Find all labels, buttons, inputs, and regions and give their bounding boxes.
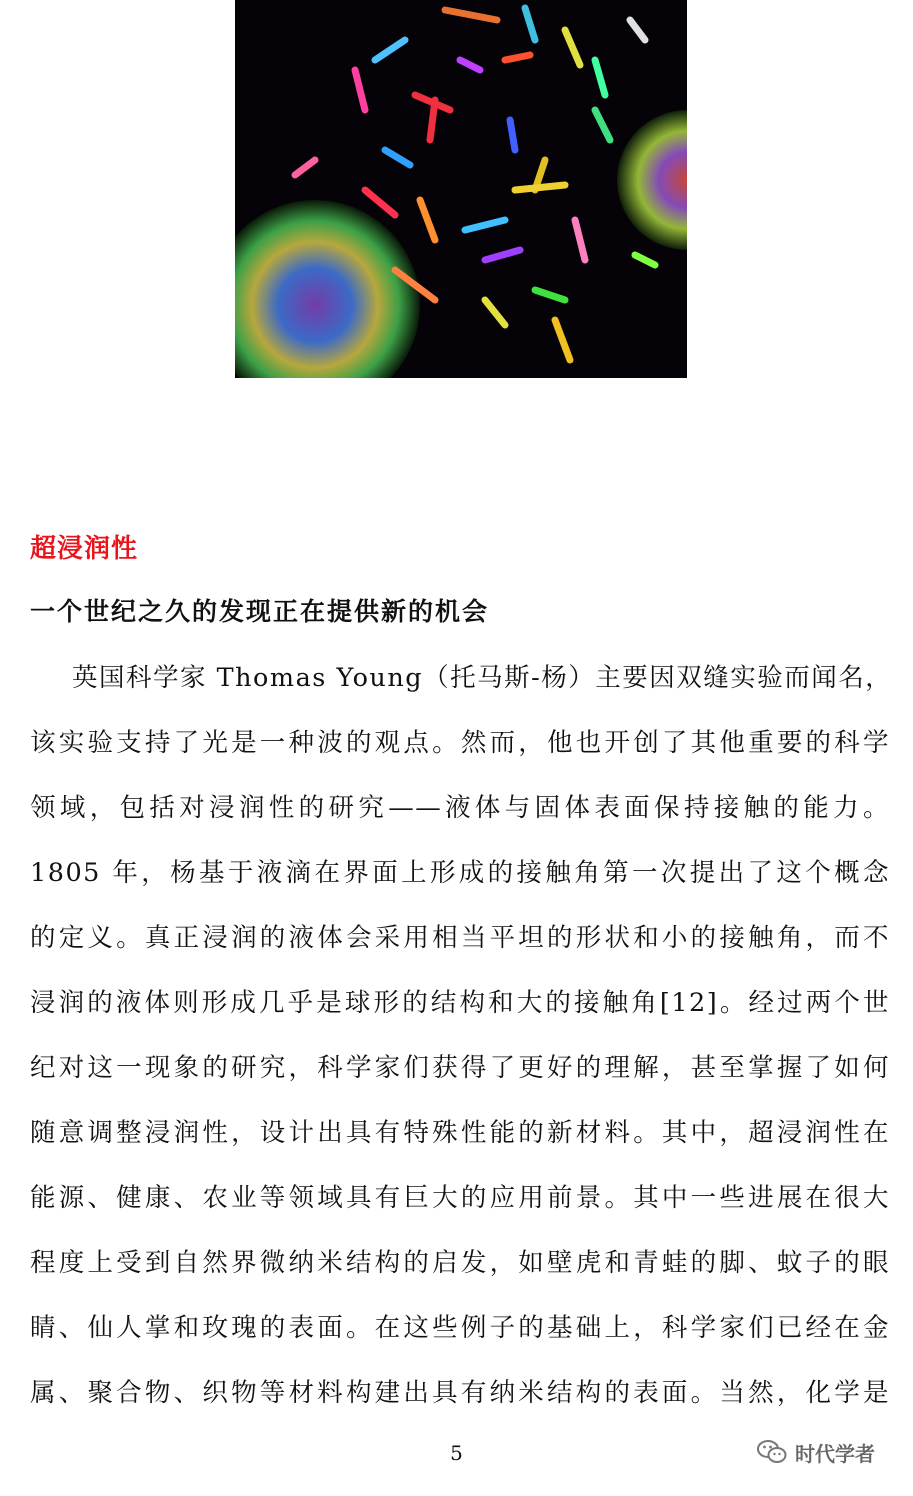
paragraph-line: 随意调整浸润性，设计出具有特殊性能的新材料。其中，超浸润性在 (30, 1118, 890, 1148)
paragraph-line: 属、聚合物、织物等材料构建出具有纳米结构的表面。当然，化学是 (30, 1378, 890, 1408)
watermark-text: 时代学者 (795, 1441, 875, 1466)
section-title: 超浸润性 (30, 534, 139, 564)
paragraph-line: 浸润的液体则形成几乎是球形的结构和大的接触角[12]。经过两个世 (30, 988, 890, 1018)
body-paragraph (30, 652, 893, 1432)
chromosome-figure (235, 0, 687, 378)
paragraph-line: 1805 年，杨基于液滴在界面上形成的接触角第一次提出了这个概念 (30, 858, 890, 888)
wechat-icon (757, 1439, 787, 1465)
section-subtitle: 一个世纪之久的发现正在提供新的机会 (30, 597, 490, 626)
paragraph-line: 能源、健康、农业等领域具有巨大的应用前景。其中一些进展在很大 (30, 1183, 890, 1213)
page-number: 5 (450, 1441, 463, 1465)
watermark (757, 1436, 875, 1468)
paragraph-line: 该实验支持了光是一种波的观点。然而，他也开创了其他重要的科学 (30, 728, 890, 758)
paragraph-line: 的定义。真正浸润的液体会采用相当平坦的形状和小的接触角，而不 (30, 923, 890, 953)
paragraph-line: 领域，包括对浸润性的研究——液体与固体表面保持接触的能力。 (30, 793, 890, 823)
paragraph-line: 睛、仙人掌和玫瑰的表面。在这些例子的基础上，科学家们已经在金 (30, 1313, 890, 1343)
paragraph-line: 英国科学家 Thomas Young（托马斯-杨）主要因双缝实验而闻名， (72, 663, 893, 693)
paragraph-line: 纪对这一现象的研究，科学家们获得了更好的理解，甚至掌握了如何 (30, 1053, 890, 1083)
paragraph-line: 程度上受到自然界微纳米结构的启发，如壁虎和青蛙的脚、蚊子的眼 (30, 1248, 890, 1278)
